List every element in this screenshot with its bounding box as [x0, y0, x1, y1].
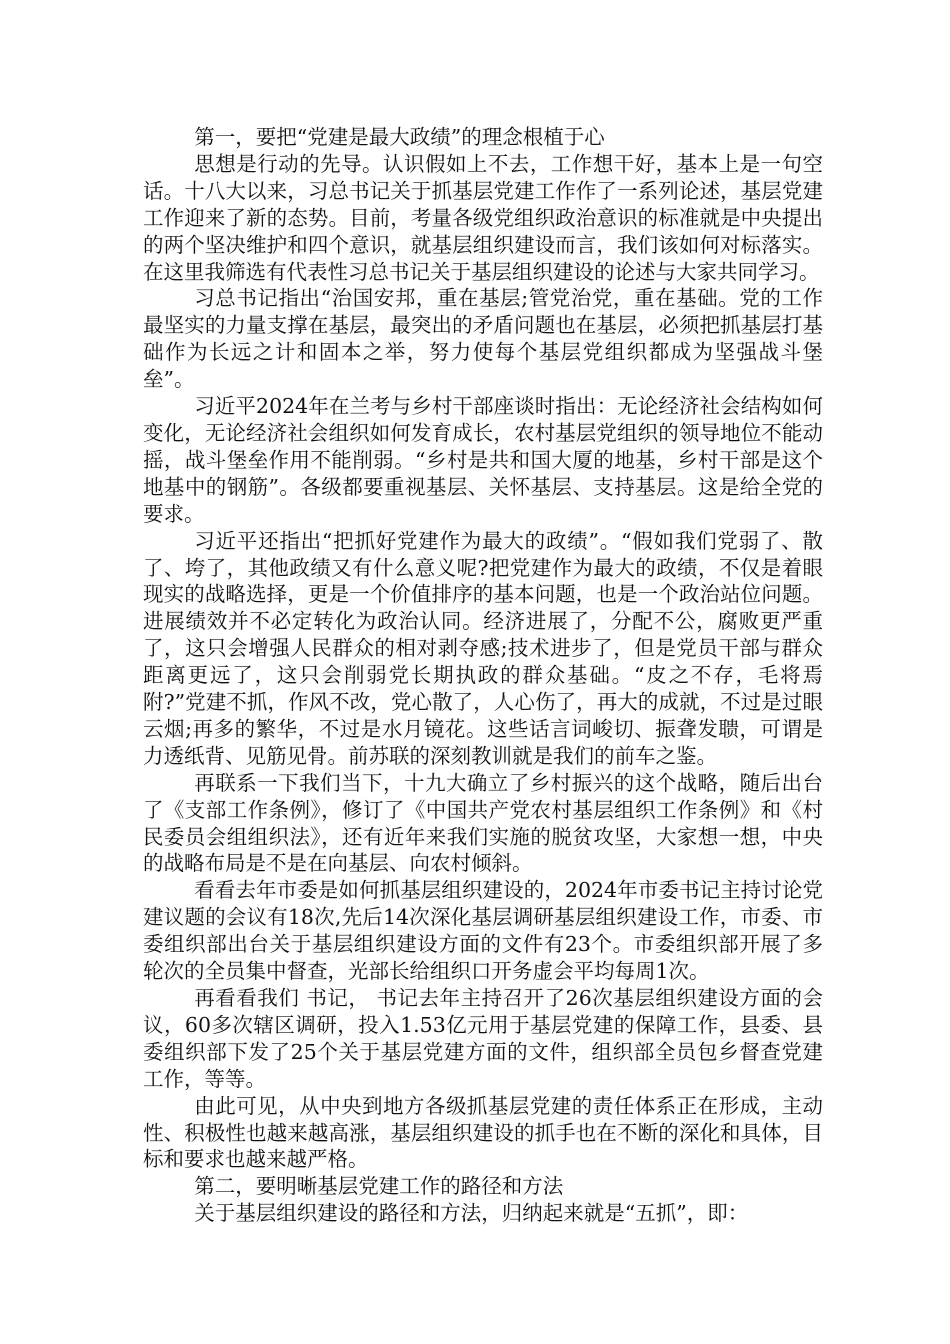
paragraph-1: 思想是行动的先导。认识假如上不去，工作想干好，基本上是一句空话。十八大以来，习总书记关于抓基层党建工作作了一系列论述，基层党建工作迎来了新的态势。目前，考量各级党组织政治意识的标准就是中央提出的两个坚决维护和四个意识，就基层组织建设而言，我们该如何对标落实。在这里我筛选有代表性习总书记关于基层组织建设的论述与大家共同学习。 — [143, 151, 823, 284]
paragraph-3: 习近平2024年在兰考与乡村干部座谈时指出：无论经济社会结构如何变化，无论经济社会组织如何发育成长，农村基层党组织的领导地位不能动摇，战斗堡垒作用不能削弱。“乡村是共和国大厦的地基，乡村干部是这个地基中的钢筋”。各级都要重视基层、关怀基层、支持基层。这是给全党的要求。 — [143, 394, 823, 526]
section-heading-2: 第二，要明晰基层党建工作的路径和方法 — [194, 1174, 564, 1199]
paragraph-2: 习总书记指出“治国安邦，重在基层;管党治党，重在基础。党的工作最坚实的力量支撑在基层，最突出的矛盾问题也在基层，必须把抓基层打基础作为长远之计和固本之举，努力使每个基层党组织都成为坚强战斗堡垒”。 — [143, 286, 823, 392]
paragraph-4: 习近平还指出“把抓好党建作为最大的政绩”。“假如我们党弱了、散了、垮了，其他政绩又有什么意义呢?把党建作为最大的政绩，不仅是着眼现实的战略选择，更是一个价值排序的基本问题，也是一个政治站位问题。进展绩效并不必定转化为政治认同。经济进展了，分配不公，腐败更严重了，这只会增强人民群众的相对剥夺感;技术进步了，但是党员干部与群众距离更远了，这只会削弱党长期执政的群众基础。“皮之不存，毛将焉附?”党建不抓，作风不改，党心散了，人心伤了，再大的成就，不过是过眼云烟;再多的繁华，不过是水月镜花。这些话言词峻切、振聋发聩，可谓是力透纸背、见筋见骨。前苏联的深刻教训就是我们的前车之鉴。 — [143, 528, 823, 768]
paragraph-6: 看看去年市委是如何抓基层组织建设的，2024年市委书记主持讨论党建议题的会议有18次,先后14次深化基层调研基层组织建设工作，市委、市委组织部出台关于基层组织建设方面的文件有23个。市委组织部开展了多轮次的全员集中督查，光部长给组织口开务虚会平均每周1次。 — [143, 878, 823, 984]
section-heading-1: 第一，要把“党建是最大政绩”的理念根植于心 — [194, 125, 605, 149]
paragraph-7: 再看看我们 书记， 书记去年主持召开了26次基层组织建设方面的会议，60多次辖区调研，投入1.53亿元用于基层党建的保障工作，县委、县委组织部下发了25个关于基层党建方面的文件，组织部全员包乡督查党建工作，等等。 — [143, 986, 823, 1091]
paragraph-8: 由此可见，从中央到地方各级抓基层党建的责任体系正在形成，主动性、积极性也越来越高涨，基层组织建设的抓手也在不断的深化和具体，目标和要求也越来越严格。 — [143, 1093, 823, 1172]
paragraph-9: 关于基层组织建设的路径和方法，归纳起来就是“五抓”，即： — [194, 1201, 749, 1226]
document-body — [143, 124, 823, 1227]
paragraph-5: 再联系一下我们当下，十九大确立了乡村振兴的这个战略，随后出台了《支部工作条例》，修订了《中国共产党农村基层组织工作条例》和《村民委员会组组织法》，还有近年来我们实施的脱贫攻坚，大家想一想，中央的战略布局是不是在向基层、向农村倾斜。 — [143, 770, 823, 876]
